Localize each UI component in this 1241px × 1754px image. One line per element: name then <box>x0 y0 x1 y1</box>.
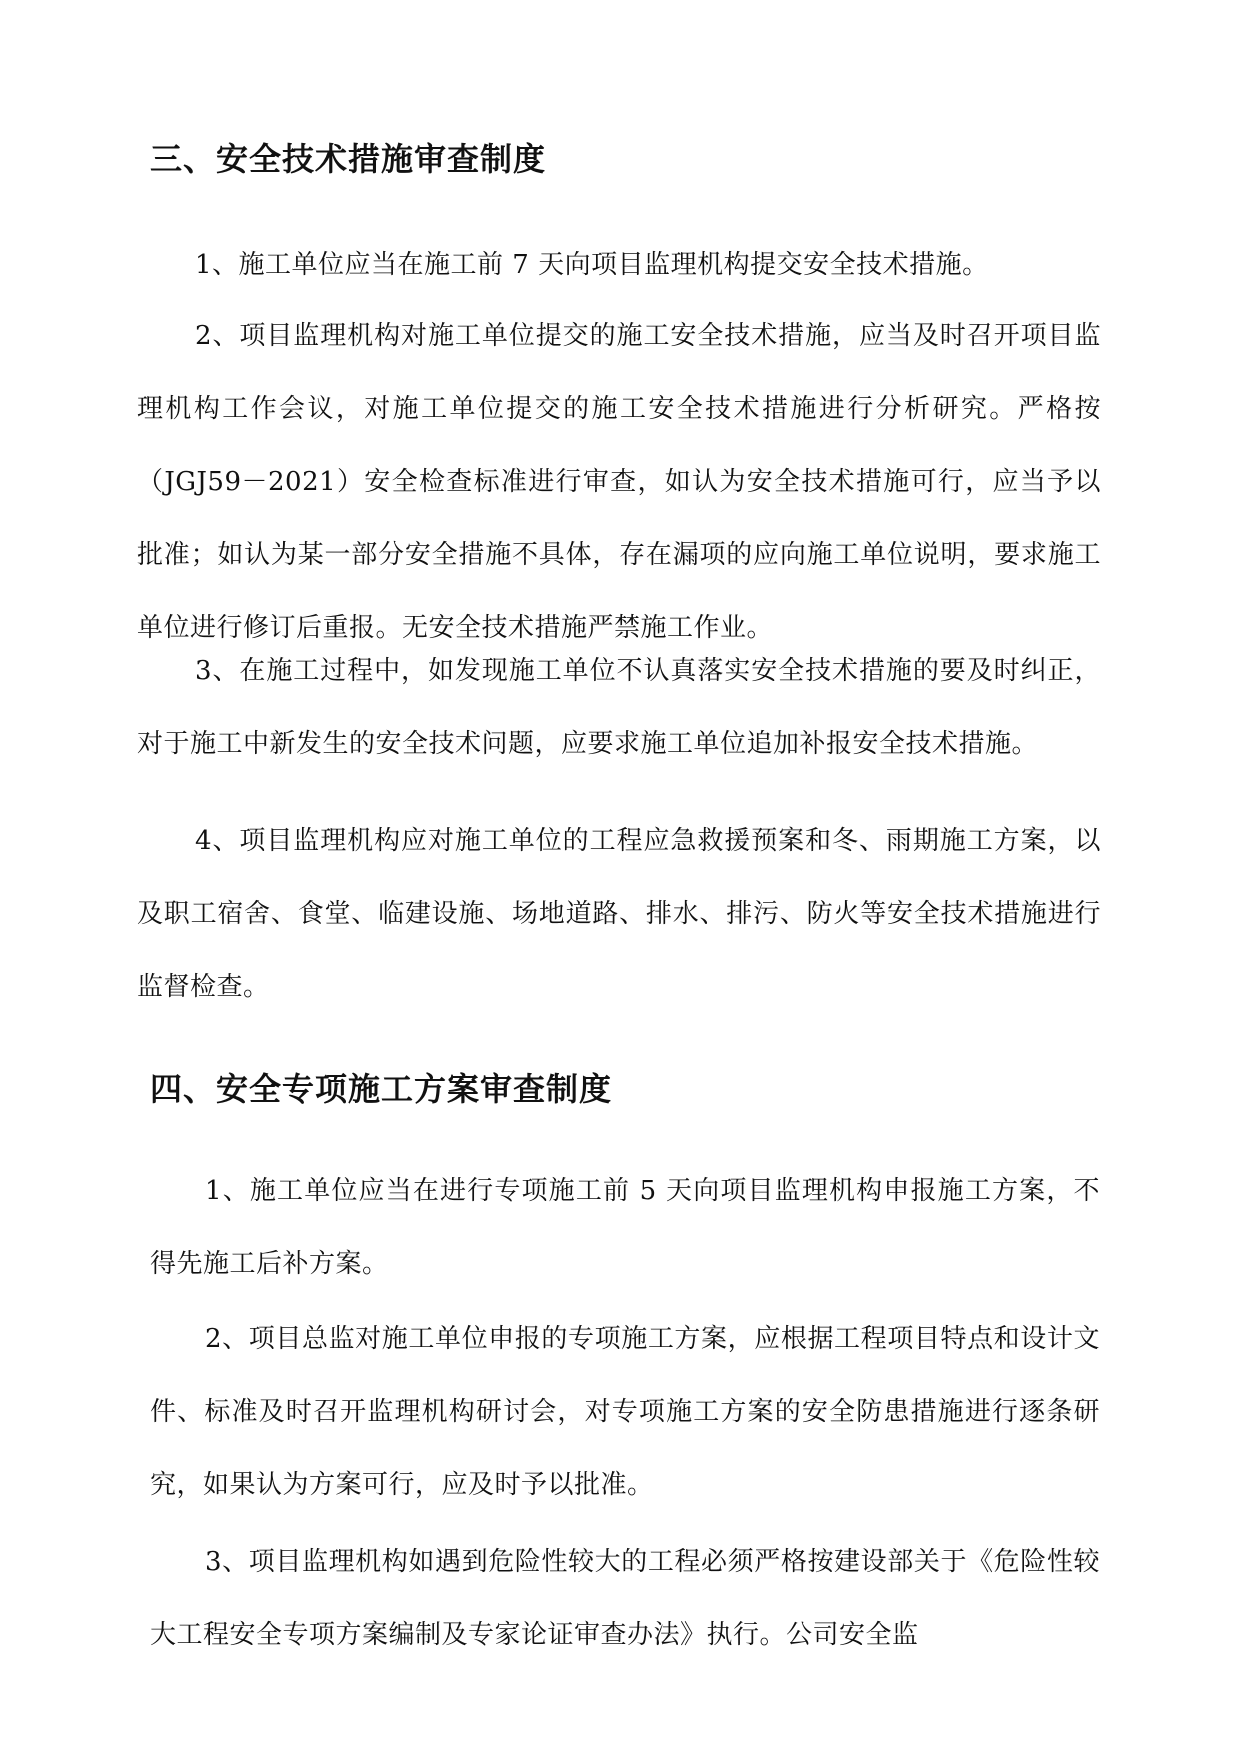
section-4-paragraph-1: 1、施工单位应当在进行专项施工前 5 天向项目监理机构申报施工方案，不得先施工后补方案。 <box>150 1176 1100 1279</box>
section-3-paragraph-1: 1、施工单位应当在施工前 7 天向项目监理机构提交安全技术措施。 <box>195 250 989 280</box>
section-4-paragraph-3: 3、项目监理机构如遇到危险性较大的工程必须严格按建设部关于《危险性较大工程安全专项方案编制及专家论证审查办法》执行。公司安全监 <box>150 1547 1100 1650</box>
section-4-heading: 四、安全专项施工方案审查制度 <box>150 1070 613 1108</box>
section-3-heading: 三、安全技术措施审查制度 <box>150 140 547 178</box>
section-3-paragraph-4: 4、项目监理机构应对施工单位的工程应急救援预案和冬、雨期施工方案，以及职工宿舍、食堂、临建设施、场地道路、排水、排污、防火等安全技术措施进行监督检查。 <box>137 826 1101 1002</box>
section-4-paragraph-2: 2、项目总监对施工单位申报的专项施工方案，应根据工程项目特点和设计文件、标准及时召开监理机构研讨会，对专项施工方案的安全防患措施进行逐条研究，如果认为方案可行，应及时予以批准。 <box>150 1324 1100 1500</box>
section-3-paragraph-2: 2、项目监理机构对施工单位提交的施工安全技术措施，应当及时召开项目监理机构工作会议，对施工单位提交的施工安全技术措施进行分析研究。严格按（JGJ59－2021）安全检查标准进行审查，如认为安全技术措施可行，应当予以批准；如认为某一部分安全措施不具体，存在漏项的应向施工单位说明，要求施工单位进行修订后重报。无安全技术措施严禁施工作业。 <box>137 321 1101 643</box>
section-3-paragraph-3: 3、在施工过程中，如发现施工单位不认真落实安全技术措施的要及时纠正，对于施工中新发生的安全技术问题，应要求施工单位追加补报安全技术措施。 <box>137 656 1101 759</box>
